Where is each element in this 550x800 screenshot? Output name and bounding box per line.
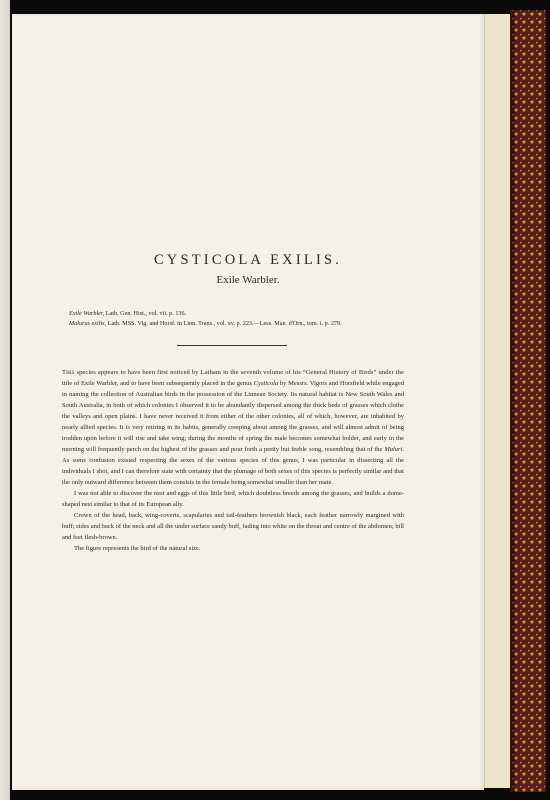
synonymy-list bbox=[69, 309, 469, 329]
synonym-name: Malurus exilis, bbox=[69, 320, 107, 327]
page-edges bbox=[484, 14, 513, 788]
species-title: CYSTICOLA EXILIS. bbox=[153, 252, 343, 268]
text-run: species appears to have been first noticed by Latham in the seventh volume of his “General History of Birds” under the title of Exile Warbler, and to have been subsequently placed in the genus bbox=[62, 369, 404, 387]
synonym-line bbox=[69, 319, 469, 329]
common-name: Exile Warbler. bbox=[216, 274, 280, 286]
book-binding bbox=[510, 10, 546, 792]
paragraph-plumage: Crown of the head, back, wing-coverts, scapularies and tail-feathers brownish black, each feather narrowly margined with buff; sides and back of the neck and all the under surface sandy buff, fading into white on the throat and centre of the abdomen; bill and feet flesh-brown. bbox=[62, 512, 404, 541]
description-text bbox=[62, 367, 404, 554]
page-content bbox=[12, 14, 484, 790]
synonym-reference: Lath. MSS. Vig. and Horsf. in Linn. Trans., vol. xv. p. 223.—Less. Man. d'Orn., tom. i. p. 279. bbox=[106, 320, 342, 327]
synonym-name: Exile Warbler, bbox=[69, 310, 105, 317]
paragraph-figure-note: The figure represents the bird of the natural size. bbox=[74, 545, 201, 552]
book-page bbox=[12, 14, 484, 790]
paragraph-nesting: I was not able to discover the nest and eggs of this little bird, which doubtless breeds among the grasses, and builds a dome-shaped nest similar to that of its European ally. bbox=[62, 490, 404, 508]
text-run: . As some confusion existed respecting the sexes of the various species of this genus, I was particular in dissecting all the individuals I shot, and I can therefore state with certainty that the plumage of both sexes of this species is perfectly similar and that the only outward difference between them consists in the female being somewhat smaller than her mate. bbox=[62, 446, 404, 486]
text-run: by Messrs. Vigors and Horsfield while engaged in naming the collection of Australian birds in the possession of the Linnean Society. Its natural habitat is New South Wales and South Australia, in both of which colonies I observed it to be abundantly dispersed among the thick beds of grasses which clothe the valleys and open plains. I have never received it from either of the other colonies, all of which, however, are inhabited by nearly allied species. It is very retiring in its habits, generally creeping about among the grasses, and will almost admit of being trodden upon before it will rise and take wing; during the months of spring the male becomes somewhat bolder, and early in the morning will frequently perch on the highest of the grasses and pour forth a pretty but feeble song, resembling that of the bbox=[62, 380, 404, 453]
synonym-line bbox=[69, 309, 469, 319]
synonym-reference: Lath. Gen. Hist., vol. vii. p. 136. bbox=[104, 310, 187, 317]
genus-name: Cysticola bbox=[253, 380, 279, 387]
genus-name: Maluri bbox=[384, 446, 403, 453]
divider-rule bbox=[177, 345, 287, 346]
opening-word: This bbox=[62, 369, 75, 376]
facing-page-edge bbox=[0, 0, 10, 800]
paragraph-introduction bbox=[62, 367, 404, 488]
